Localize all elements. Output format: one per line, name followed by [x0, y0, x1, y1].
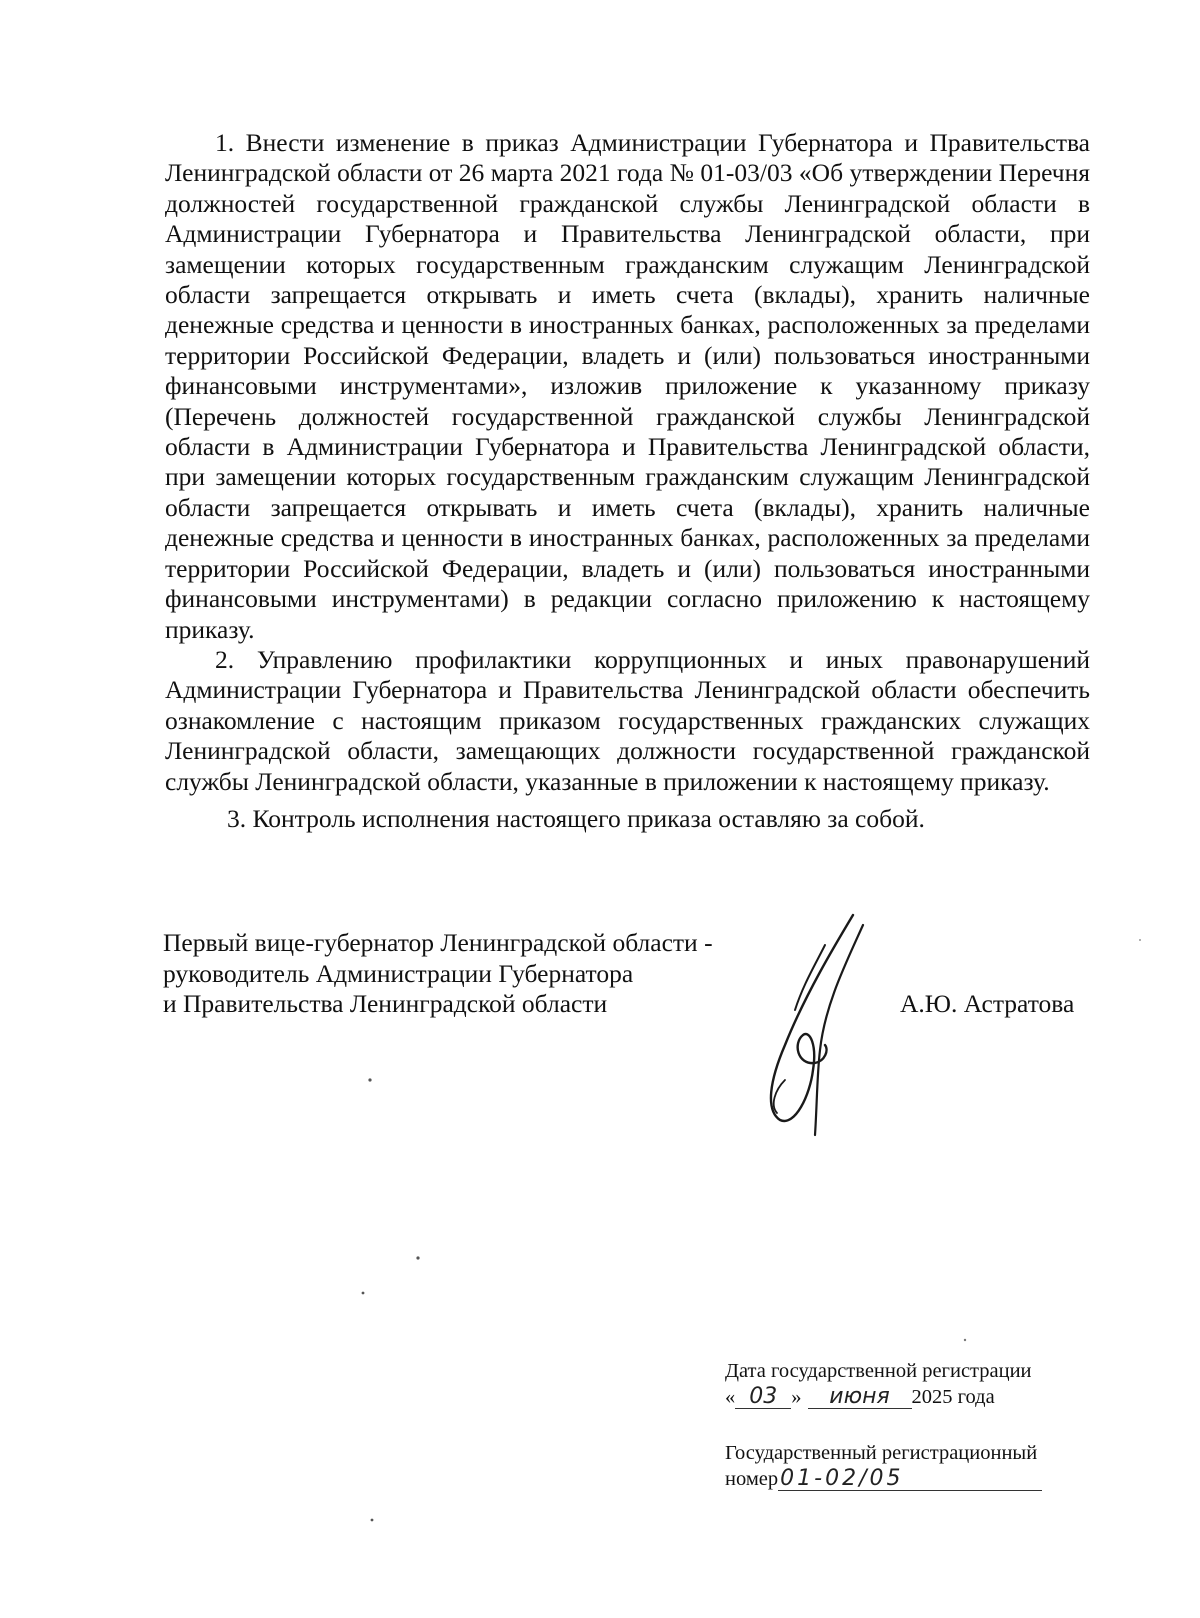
date-quote-open: « — [725, 1386, 736, 1408]
signatory-title-line-1: Первый вице-губернатор Ленинградской области - — [163, 928, 713, 957]
paragraph-3: 3. Контроль исполнения настоящего приказа оставляю за собой. — [227, 803, 925, 833]
date-quote-close: » — [791, 1386, 802, 1408]
paragraph-1: 1. Внести изменение в приказ Администрации Губернатора и Правительства Ленинградской области от 26 марта 2021 года № 01-03/03 «Об утверждении Перечня должностей государственной гражданской службы Ленинградской области в Администрации Губернатора и Правительства Ленинградской области, при замещении которых государственным гражданским служащим Ленинградской области запрещается открывать и иметь счета (вклады), хранить наличные денежные средства и ценности в иностранных банках, расположенных за пределами территории Российской Федерации, владеть и (или) пользоваться иностранными финансовыми инструментами», изложив приложение к указанному приказу (Перечень должностей государственной гражданской службы Ленинградской области в Администрации Губернатора и Правительства Ленинградской области, при замещении которых государственным гражданским служащим Ленинградской области запрещается открывать и иметь счета (вклады), хранить наличные денежные средства и ценности в иностранных банках, расположенных за пределами территории Российской Федерации, владеть и (или) пользоваться иностранными финансовыми инструментами) в редакции согласно приложению к настоящему приказу. — [165, 128, 1090, 644]
order-body — [165, 128, 1090, 834]
signatory-name: А.Ю. Астратова — [900, 989, 1075, 1018]
registration-number-row — [725, 1466, 1105, 1492]
handwritten-signature-icon — [725, 905, 905, 1140]
paragraph-2: 2. Управлению профилактики коррупционных и иных правонарушений Администрации Губернатора и Правительства Ленинградской области обеспечить ознакомление с настоящим приказом государственных гражданских служащих Ленинградской области, замещающих должности государственной гражданской службы Ленинградской области, указанные в приложении к настоящему приказу. — [165, 644, 1090, 796]
registration-date — [725, 1384, 1105, 1410]
signatory-title — [163, 928, 763, 1020]
registration-date-label: Дата государственной регистрации — [725, 1360, 1032, 1382]
registration-month: июня — [808, 1386, 912, 1409]
registration-number-label: Государственный регистрационный — [725, 1442, 1038, 1464]
registration-year: 2025 года — [911, 1386, 995, 1408]
registration-number: 01-02/05 — [778, 1468, 1042, 1491]
registration-block — [725, 1358, 1105, 1492]
signatory-title-line-2: руководитель Администрации Губернатора — [163, 958, 634, 988]
registration-number-prefix: номер — [725, 1468, 779, 1490]
registration-day: 03 — [735, 1386, 791, 1409]
signatory-title-line-3: и Правительства Ленинградской области — [163, 989, 608, 1018]
